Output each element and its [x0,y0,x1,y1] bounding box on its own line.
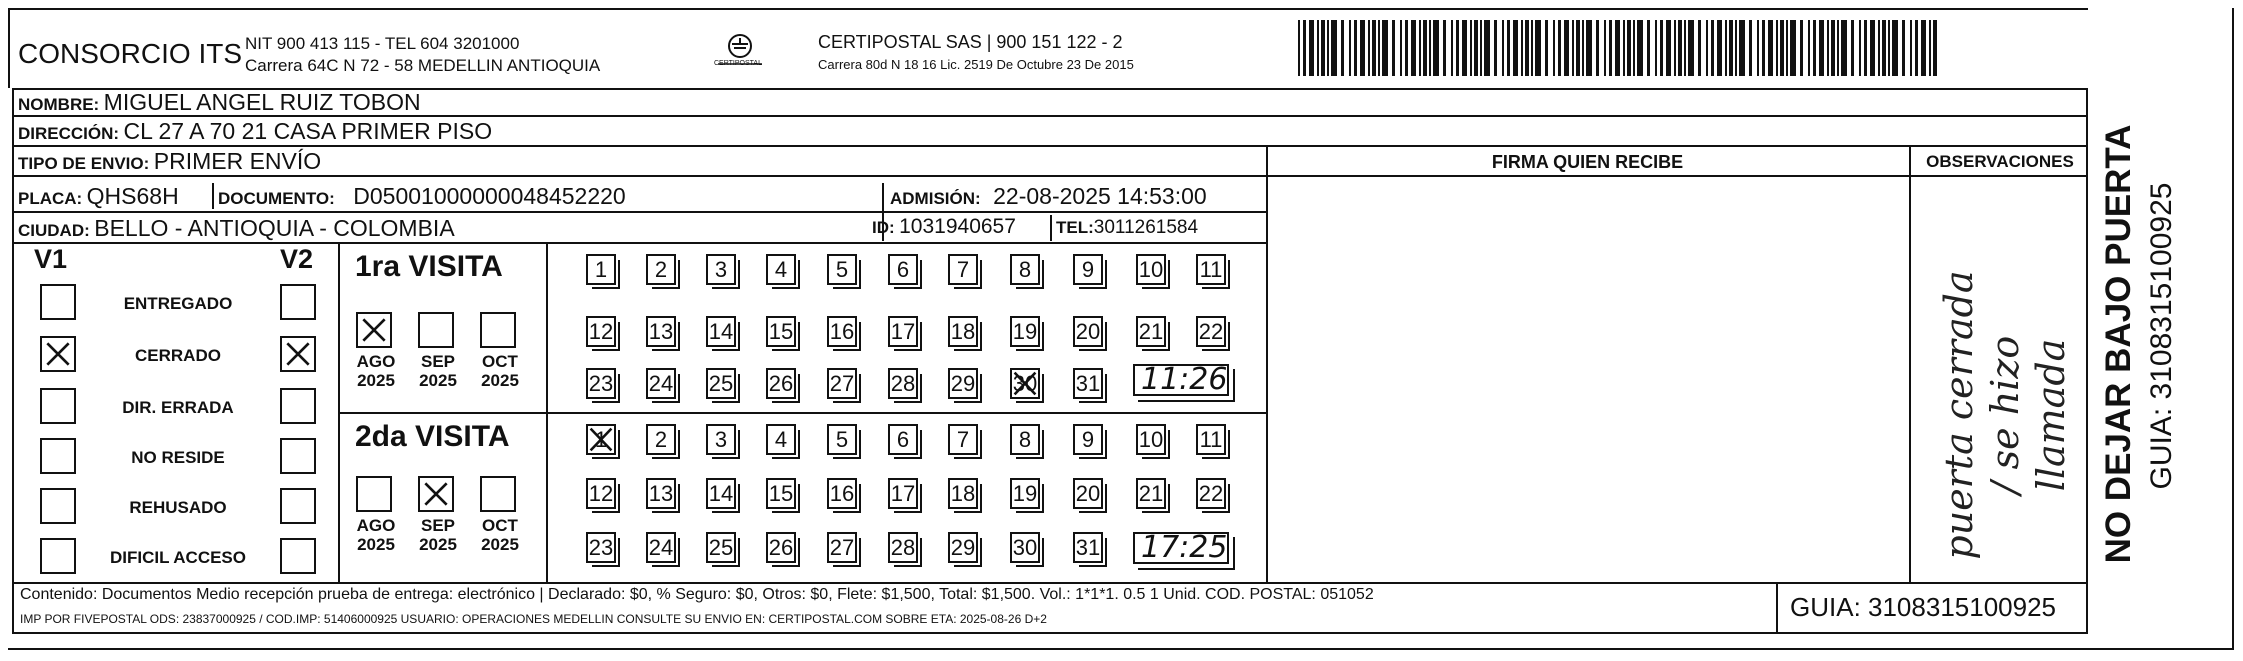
second-visit-day-box[interactable] [1196,424,1226,455]
second-visit-time: 17:25 [1141,530,1228,565]
first-visit-day-box[interactable] [706,316,736,347]
second-visit-day-box[interactable] [646,424,676,455]
day-number: 20 [1075,318,1101,344]
status-label: REHUSADO [129,498,227,517]
document-row [218,183,626,210]
first-visit-day-box[interactable] [1010,368,1040,399]
v2-label: V2 [280,244,314,274]
day-number: 31 [1075,534,1101,560]
day-number: 11 [1199,426,1223,452]
day-number: 10 [1138,426,1164,452]
v1-checkbox[interactable] [40,438,76,474]
logo-caption: CERTIPOSTAL [714,60,762,67]
day-number: 15 [768,480,794,506]
second-visit-day-box[interactable] [1010,532,1040,563]
first-visit-day-box[interactable] [888,254,918,285]
day-number: 6 [896,256,910,282]
day-number: 2 [654,256,668,282]
second-visit-day-box[interactable] [646,478,676,509]
first-visit-day-box[interactable] [1196,316,1226,347]
first-visit-month-label [414,352,462,390]
tel-value: 3011261584 [1093,217,1199,238]
day-number: 16 [829,480,855,506]
day-number: 29 [950,534,976,560]
day-number: 18 [950,480,976,506]
first-visit-day-box[interactable] [646,254,676,285]
signature-header: FIRMA QUIEN RECIBE [1491,152,1684,172]
second-visit-time-box [1133,532,1235,570]
v1-checkbox[interactable] [40,336,76,372]
second-visit-day-box[interactable] [948,532,978,563]
document-value: D05001000000048452220 [353,183,626,209]
first-visit-day-box[interactable] [1010,254,1040,285]
first-visit-day-box[interactable] [646,316,676,347]
day-number: 20 [1075,480,1101,506]
admission-row [890,183,1207,210]
day-number: 3 [714,426,728,452]
day-number: 27 [829,534,855,560]
first-visit-day-box[interactable] [948,316,978,347]
tel-label: TEL: [1056,218,1094,237]
v2-checkbox[interactable] [280,336,316,372]
v2-checkbox[interactable] [280,438,316,474]
first-visit-day-box[interactable] [646,368,676,399]
day-number: 11 [1199,256,1223,282]
day-number: 31 [1075,370,1101,396]
day-number: 16 [829,318,855,344]
plate-row [18,183,179,210]
first-visit-day-box[interactable] [586,368,616,399]
day-number: 24 [648,534,674,560]
day-number: 9 [1081,256,1095,282]
city-row [18,215,455,242]
status-label: ENTREGADO [123,294,233,313]
day-number: 14 [708,318,734,344]
day-number: 23 [588,370,614,396]
day-number: 4 [774,426,788,452]
day-number: 25 [708,534,734,560]
first-visit-day-box[interactable] [586,316,616,347]
second-visit-day-box[interactable] [646,532,676,563]
footer-print-line: IMP POR FIVEPOSTAL ODS: 23837000925 / COD.IMP: 51406000925 USUARIO: OPERACIONES MEDELLIN CONSULTE SU ENVIO EN: CERTIPOSTAL.COM SOBRE ETA: 2025-08-26 D+2 [20,612,1047,626]
company-name: CONSORCIO ITS [18,38,243,69]
footer-guia: GUIA: 3108315100925 [1790,592,2056,622]
first-visit-day-box[interactable] [1010,316,1040,347]
first-visit-day-box[interactable] [827,254,857,285]
second-visit-day-box[interactable] [1010,424,1040,455]
admission-label: ADMISIÓN: [890,189,981,208]
observations-header: OBSERVACIONES [1926,152,2074,171]
second-visit-month-checkbox[interactable] [480,476,516,512]
month-year: 2025 [357,535,395,554]
second-visit-day-box[interactable] [888,532,918,563]
first-visit-time-box [1133,364,1235,402]
second-visit-month-label [414,516,462,554]
first-visit-day-box[interactable] [586,254,616,285]
day-number: 5 [835,256,849,282]
second-visit-day-box[interactable] [1136,424,1166,455]
v1-checkbox[interactable] [40,284,76,320]
day-number: 28 [890,370,916,396]
status-label: DIR. ERRADA [122,398,234,417]
plate-label: PLACA: [18,189,83,208]
day-number: 12 [588,318,614,344]
first-visit-day-box[interactable] [948,254,978,285]
observation-handwriting: puerta cerrada / se hizo llamada [1937,270,2073,560]
city-label: CIUDAD: [18,221,90,240]
second-visit-day-box[interactable] [827,424,857,455]
v1-checkbox[interactable] [40,538,76,574]
id-label: ID: [872,218,895,237]
status-label: DIFICIL ACCESO [109,548,246,567]
second-visit-day-box[interactable] [766,478,796,509]
recipient-name: MIGUEL ANGEL RUIZ TOBON [103,89,421,115]
footer-content-line: Contenido: Documentos Medio recepción prueba de entrega: electrónico | Declarado: $0, % Seguro: $0, Otros: $0, Flete: $1,500, Total: $1,500. Vol.: 1*1*1. 0.5 1 Unid. COD. POSTAL: 051052 [20,586,1374,603]
v2-checkbox[interactable] [280,284,316,320]
first-visit-month-checkbox[interactable] [418,312,454,348]
day-number: 24 [648,370,674,396]
day-number: 30 [1012,534,1038,560]
first-visit-month-checkbox[interactable] [480,312,516,348]
day-number: 14 [708,480,734,506]
first-visit-day-box[interactable] [1073,368,1103,399]
v1-checkbox[interactable] [40,388,76,424]
address-label: DIRECCIÓN: [18,124,120,143]
day-number: 26 [768,534,794,560]
second-visit-day-box[interactable] [586,532,616,563]
first-visit-label: 1ra VISITA [355,250,503,283]
month-name: SEP [420,352,456,371]
day-number: 7 [956,256,970,282]
second-visit-day-box[interactable] [706,424,736,455]
day-number: 8 [1018,256,1032,282]
side-guia: GUIA: 3108315100925 [2145,182,2178,490]
second-visit-day-box[interactable] [1073,424,1103,455]
second-visit-month-checkbox[interactable] [418,476,454,512]
month-name: OCT [482,352,518,371]
status-label: CERRADO [135,346,221,365]
day-number: 2 [654,426,668,452]
month-name: OCT [482,516,518,535]
id-row [872,215,1016,239]
day-number: 28 [890,534,916,560]
day-number: 8 [1018,426,1032,452]
v2-checkbox[interactable] [280,388,316,424]
day-number: 23 [588,534,614,560]
day-number: 26 [768,370,794,396]
second-visit-month-label [476,516,524,554]
day-number: 7 [956,426,970,452]
name-label: NOMBRE: [18,95,100,114]
second-visit-month-checkbox[interactable] [356,476,392,512]
first-visit-day-box[interactable] [706,368,736,399]
day-number: 9 [1081,426,1095,452]
second-visit-day-box[interactable] [1196,478,1226,509]
day-number: 21 [1138,480,1164,506]
first-visit-day-box[interactable] [1073,316,1103,347]
day-number: 10 [1138,256,1164,282]
send-type-label: TIPO DE ENVIO: [18,154,150,173]
first-visit-day-box[interactable] [1196,254,1226,285]
day-number: 5 [835,426,849,452]
first-visit-day-box[interactable] [888,368,918,399]
day-check-mark [588,426,614,453]
day-number: 22 [1198,318,1224,344]
first-visit-day-box[interactable] [1136,316,1166,347]
day-number: 6 [896,426,910,452]
day-number: 13 [648,480,674,506]
first-visit-day-box[interactable] [888,316,918,347]
admission-value: 22-08-2025 14:53:00 [993,183,1207,209]
day-number: 3 [714,256,728,282]
first-visit-month-checkbox[interactable] [356,312,392,348]
day-number: 1 [594,426,608,452]
name-row [18,89,421,116]
day-number: 29 [950,370,976,396]
second-visit-day-box[interactable] [1136,478,1166,509]
day-number: 30 [1012,370,1038,396]
month-year: 2025 [357,371,395,390]
recipient-address: CL 27 A 70 21 CASA PRIMER PISO [123,118,493,144]
day-number: 12 [588,480,614,506]
second-visit-label: 2da VISITA [355,420,510,453]
second-visit-month-label [352,516,400,554]
month-name: AGO [356,516,396,535]
first-visit-month-label [352,352,400,390]
second-visit-day-box[interactable] [827,478,857,509]
send-type-value: PRIMER ENVÍO [153,148,322,174]
second-visit-day-box[interactable] [1073,532,1103,563]
id-value: 1031940657 [899,215,1016,238]
second-visit-day-box[interactable] [948,478,978,509]
second-visit-day-box[interactable] [706,478,736,509]
day-number: 17 [890,318,916,344]
day-number: 13 [648,318,674,344]
v1-label: V1 [34,244,68,274]
first-visit-day-box[interactable] [1073,254,1103,285]
day-number: 19 [1012,318,1038,344]
first-visit-day-box[interactable] [766,316,796,347]
tel-row [1056,217,1198,239]
company-address: Carrera 64C N 72 - 58 MEDELLIN ANTIOQUIA [245,56,601,75]
day-number: 15 [768,318,794,344]
courier-name: CERTIPOSTAL SAS | 900 151 122 - 2 [818,32,1123,52]
first-visit-day-box[interactable] [948,368,978,399]
status-label: NO RESIDE [131,448,225,467]
day-number: 25 [708,370,734,396]
day-number: 1 [594,256,608,282]
day-number: 17 [890,480,916,506]
first-visit-day-box[interactable] [706,254,736,285]
month-year: 2025 [419,371,457,390]
month-name: AGO [356,352,396,371]
second-visit-day-box[interactable] [586,424,616,455]
day-number: 27 [829,370,855,396]
second-visit-day-box[interactable] [766,532,796,563]
document-label: DOCUMENTO: [218,189,335,208]
second-visit-day-box[interactable] [948,424,978,455]
second-visit-day-box[interactable] [888,424,918,455]
city-value: BELLO - ANTIOQUIA - COLOMBIA [94,215,455,241]
first-visit-day-box[interactable] [827,316,857,347]
v1-checkbox[interactable] [40,488,76,524]
day-number: 18 [950,318,976,344]
first-visit-day-box[interactable] [766,254,796,285]
month-year: 2025 [481,371,519,390]
v2-checkbox[interactable] [280,538,316,574]
address-row [18,118,492,145]
day-check-mark [1012,370,1038,397]
second-visit-day-box[interactable] [766,424,796,455]
side-no-dejar: NO DEJAR BAJO PUERTA [2099,124,2138,564]
month-year: 2025 [481,535,519,554]
v2-checkbox[interactable] [280,488,316,524]
month-name: SEP [420,516,456,535]
day-number: 22 [1198,480,1224,506]
day-number: 21 [1138,318,1164,344]
first-visit-day-box[interactable] [766,368,796,399]
second-visit-day-box[interactable] [1073,478,1103,509]
company-nit: NIT 900 413 115 - TEL 604 3201000 [245,34,520,53]
second-visit-day-box[interactable] [706,532,736,563]
day-number: 4 [774,256,788,282]
send-type-row [18,148,321,175]
day-number: 19 [1012,480,1038,506]
courier-license: Carrera 80d N 18 16 Lic. 2519 De Octubre 23 De 2015 [818,57,1134,72]
first-visit-day-box[interactable] [1136,254,1166,285]
month-year: 2025 [419,535,457,554]
second-visit-day-box[interactable] [888,478,918,509]
second-visit-day-box[interactable] [586,478,616,509]
first-visit-day-box[interactable] [827,368,857,399]
plate-value: QHS68H [86,183,179,209]
first-visit-time: 11:26 [1141,362,1228,397]
second-visit-day-box[interactable] [827,532,857,563]
second-visit-day-box[interactable] [1010,478,1040,509]
first-visit-month-label [476,352,524,390]
